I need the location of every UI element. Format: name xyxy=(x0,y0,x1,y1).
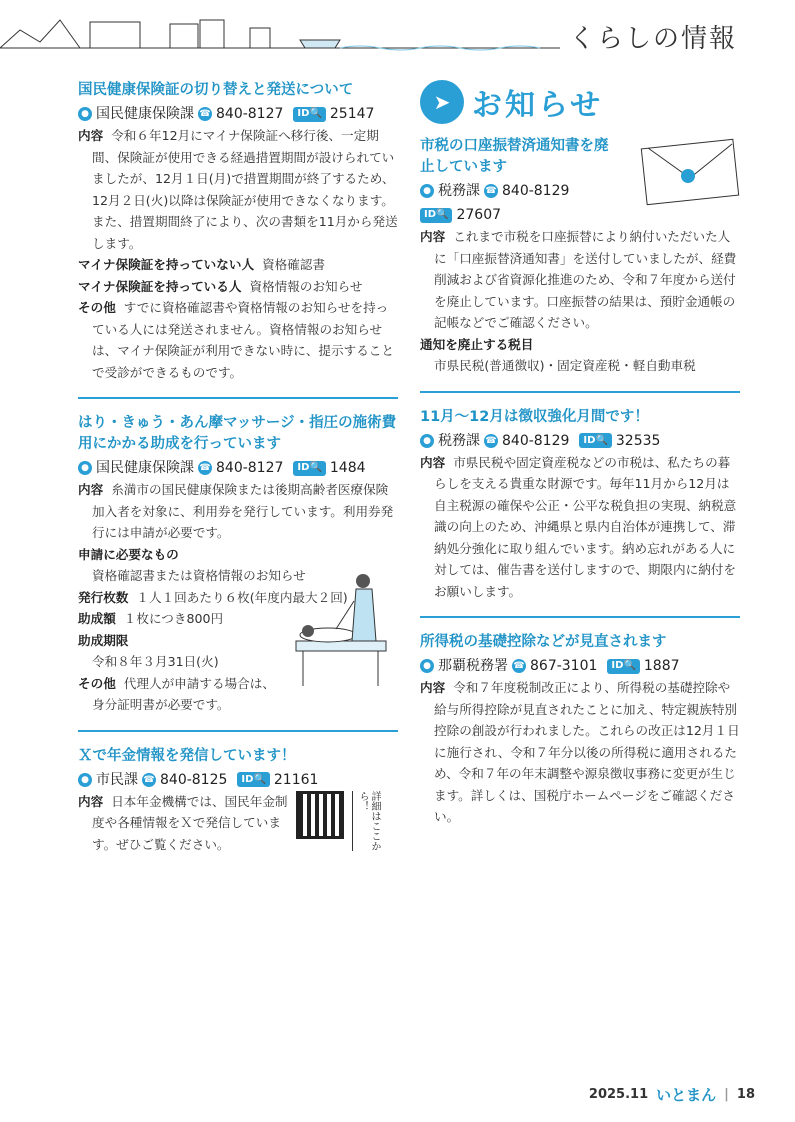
massage-illustration xyxy=(288,571,398,691)
period-value: 令和８年３月31日(火) xyxy=(92,654,219,669)
notice-title: お知らせ xyxy=(472,88,604,123)
section-divider xyxy=(420,616,740,618)
article-title: 所得税の基礎控除などが見直されます xyxy=(420,634,667,650)
department-name: 税務課 xyxy=(438,432,480,449)
content-paragraph: 内容 これまで市税を口座振替により納付いただいた人に「口座振替済通知書」を送付していましたが、経費削減および省資源化推進のため、令和７年度から送付を廃止しています。口座振替の結果は、預貯金通帳の記帳などでご確認ください。 xyxy=(420,229,737,330)
page-id: 1484 xyxy=(329,460,366,476)
person-icon: ● xyxy=(78,107,92,121)
document-line: マイナ保険証を持っていない人 資格確認書 xyxy=(78,257,326,272)
amount-line: 助成額 １枚につき800円 xyxy=(78,611,224,626)
page-header xyxy=(0,0,795,56)
content-paragraph: 内容 糸満市の国民健康保険または後期高齢者医療保険加入者を対象に、利用券を発行しています。利用券発行には申請が必要です。 xyxy=(78,482,394,540)
magazine-logo: いとまん xyxy=(656,1086,717,1104)
content-paragraph: 内容 市県民税や固定資産税などの市税は、私たちの暮らしを支える貴重な財源です。毎年11月から12月は自主税源の確保や公正・公平な税負担の実現、納税意識の向上のため、沖縄県と県内自治体が連携して、滞納処分強化に取り組んでいます。納め忘れがある人に対しては、催告書を送付しますので、期限内に納付をお願いします。 xyxy=(420,454,737,599)
section-divider xyxy=(78,397,398,399)
required-value: 資格確認書または資格情報のお知らせ xyxy=(92,568,306,583)
document-line: マイナ保険証を持っている人 資格情報のお知らせ xyxy=(78,278,363,294)
page-id: 27607 xyxy=(456,207,502,223)
content-paragraph: 内容 日本年金機構では、国民年金制度や各種情報をＸで発信しています。ぜひご覧ください。 xyxy=(78,793,288,852)
left-column xyxy=(78,80,398,855)
envelope-illustration xyxy=(640,136,740,206)
section-divider xyxy=(420,391,740,393)
person-icon: ● xyxy=(420,184,434,198)
qr-note: 詳細はここから！ xyxy=(352,791,380,851)
department-name: 国民健康保険課 xyxy=(96,460,194,476)
article-title: Ｘで年金情報を発信しています！ xyxy=(78,747,296,764)
phone-number: 840-8125 xyxy=(160,771,228,788)
article-pension-x xyxy=(78,746,398,856)
abolish-value: 市県民税(普通徴収)・固定資産税・軽自動車税 xyxy=(434,358,696,373)
department-name: 市民課 xyxy=(96,771,138,788)
article-title: 市税の口座振替済通知書を廃止しています xyxy=(420,138,609,175)
phone-icon: ☎ xyxy=(143,774,155,785)
section-divider xyxy=(78,730,398,732)
department-name: 那覇税務署 xyxy=(438,658,508,674)
header-title: くらしの情報 xyxy=(568,24,737,54)
pension-body xyxy=(78,791,398,856)
right-column xyxy=(420,80,740,828)
article-acupuncture-subsidy xyxy=(78,413,398,716)
contact-info xyxy=(420,430,740,452)
person-icon: ● xyxy=(78,461,92,475)
phone-number: 840-8129 xyxy=(502,183,570,199)
period-and-other-block xyxy=(78,651,398,716)
phone-icon: ☎ xyxy=(485,186,497,196)
qr-code[interactable] xyxy=(296,791,344,839)
contact-info xyxy=(420,655,740,677)
article-account-transfer xyxy=(420,136,740,377)
id-search-icon: ID 🔍 xyxy=(293,461,325,476)
article-collection-month xyxy=(420,407,740,603)
page-id: 25147 xyxy=(329,106,375,122)
phone-icon: ☎ xyxy=(513,661,525,671)
person-icon: ● xyxy=(78,773,92,787)
article-title: はり・きゅう・あん摩マッサージ・指圧の施術費用にかかる助成を行っています xyxy=(78,415,397,452)
person-icon: ● xyxy=(420,434,434,448)
page-number: 18 xyxy=(736,1087,755,1102)
contact-info xyxy=(78,103,398,125)
phone-number: 840-8127 xyxy=(216,106,284,122)
period-label: 助成期限 xyxy=(78,632,129,648)
phone-icon: ☎ xyxy=(199,463,211,473)
id-search-icon: ID 🔍 xyxy=(579,433,611,448)
page-footer xyxy=(589,1084,755,1105)
other-paragraph: その他 すでに資格確認書や資格情報のお知らせを持っている人には発送されません。資格情報のお知らせは、マイナ保険証が利用できない時に、提示することで受診ができるものです。 xyxy=(78,300,394,380)
contact-info xyxy=(78,457,398,479)
article-health-insurance-card xyxy=(78,80,398,383)
id-search-icon: ID 🔍 xyxy=(237,772,269,787)
phone-icon: ☎ xyxy=(485,435,497,446)
content-paragraph: 内容 令和６年12月にマイナ保険証へ移行後、一定期間、保険証が使用できる経過措置期間が設けられていましたが、12月１日(月)で措置期間が終了するため、12月２日(火)以降は保険証が使用できなくなります。また、措置期間終了により、次の書類を11月から発送します。 xyxy=(78,128,398,251)
article-title: 国民健康保険証の切り替えと発送について xyxy=(78,82,354,98)
footer-separator: | xyxy=(724,1087,729,1102)
article-income-tax xyxy=(420,632,740,828)
phone-number: 867-3101 xyxy=(530,658,598,674)
page-id: 1887 xyxy=(643,658,680,674)
phone-number: 840-8127 xyxy=(216,460,284,476)
required-label: 申請に必要なもの xyxy=(78,546,179,562)
department-name: 国民健康保険課 xyxy=(96,106,194,122)
abolish-label: 通知を廃止する税目 xyxy=(420,336,534,352)
page-id: 21161 xyxy=(273,771,319,788)
page-id: 32535 xyxy=(615,432,661,449)
phone-icon: ☎ xyxy=(199,109,211,119)
department-name: 税務課 xyxy=(438,183,480,199)
phone-number: 840-8129 xyxy=(502,432,570,449)
id-line xyxy=(420,204,740,226)
id-search-icon: ID 🔍 xyxy=(607,659,639,674)
issue-date: 2025.11 xyxy=(588,1087,649,1102)
contact-info xyxy=(78,769,398,791)
notice-heading xyxy=(420,80,740,124)
id-search-icon: ID 🔍 xyxy=(293,107,325,122)
content-paragraph: 内容 令和７年度税制改正により、所得税の基礎控除や給与所得控除が見直されたことに加え、特定親族特別控除の創設が行われました。これらの改正は12月１日に施行され、令和７年分以後の所得税に適用されるため、令和７年の年末調整や源泉徴収事務に変更が生じます。詳しくは、国税庁ホームページをご確認ください。 xyxy=(420,680,740,824)
person-icon: ● xyxy=(420,659,434,673)
paper-plane-icon: ➤ xyxy=(420,80,464,124)
article-title: 11月～12月は徴収強化月間です！ xyxy=(420,408,649,425)
count-line: 発行枚数 １人１回あたり６枚(年度内最大２回) xyxy=(78,589,348,605)
id-search-icon: ID 🔍 xyxy=(420,208,452,223)
other-paragraph: その他 代理人が申請する場合は、身分証明書が必要です。 xyxy=(78,675,275,712)
